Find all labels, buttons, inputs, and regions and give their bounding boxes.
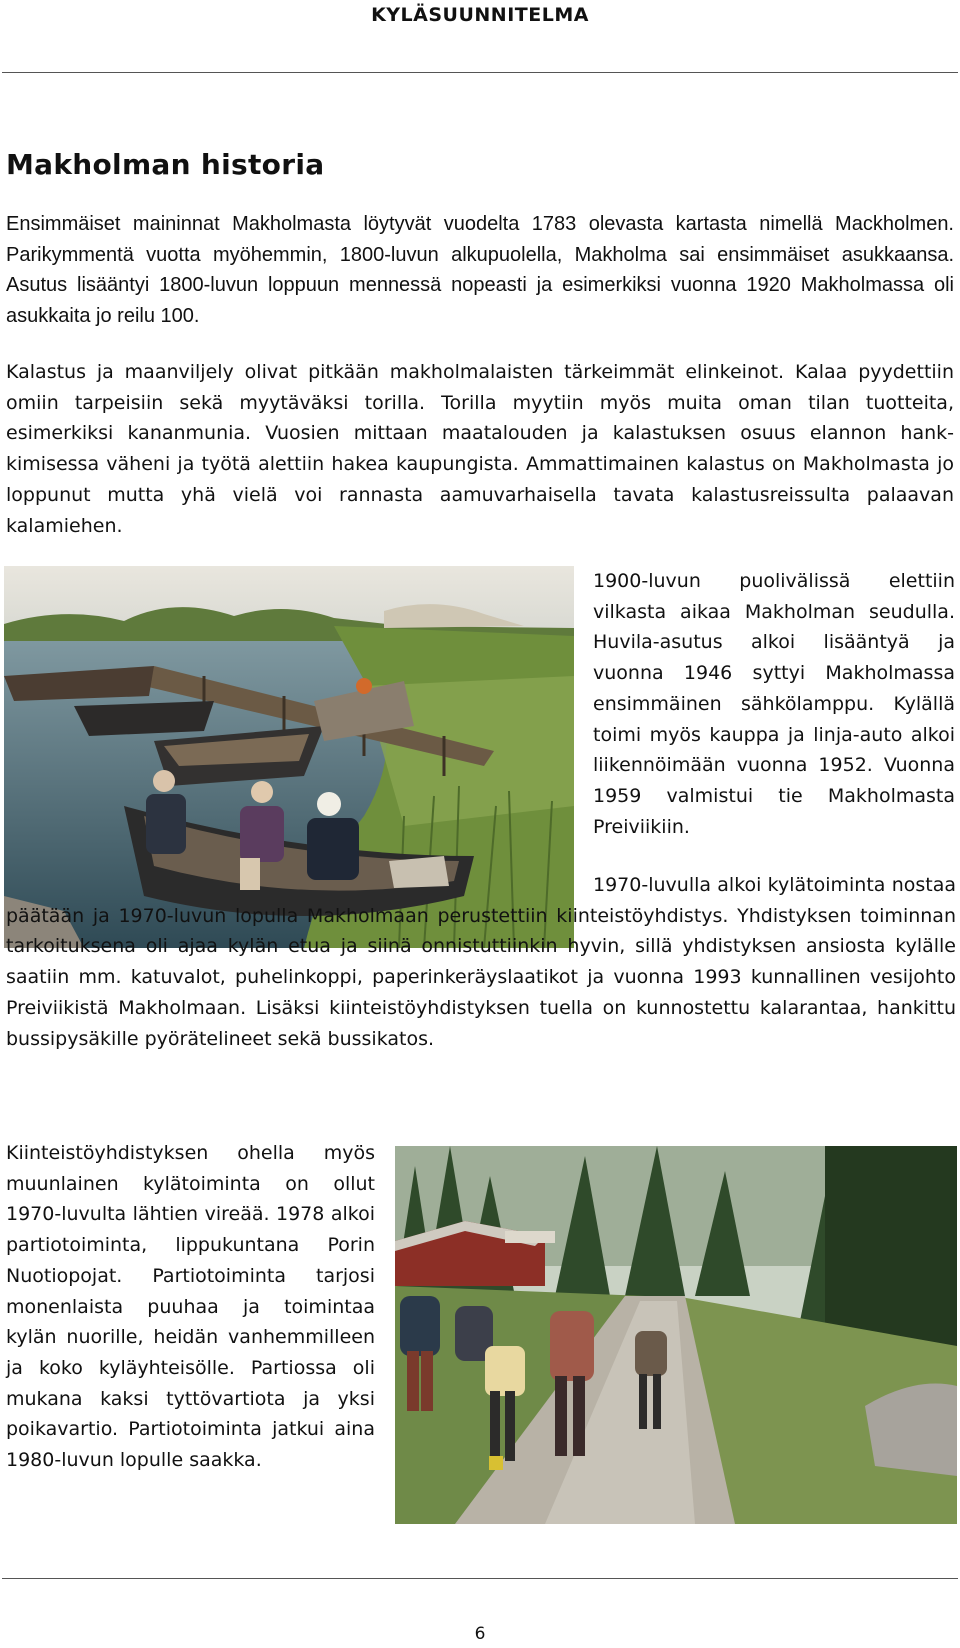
scouts-hiking-photo — [395, 1146, 957, 1524]
footer-divider — [2, 1578, 958, 1579]
paragraph-village-association-text: 1970-luvulla alkoi kylätoiminta nostaa päätään ja 1970-luvun lopulla Makholmaan perustettiin kiinteistöyhdistys. Yhdistyksen toiminnan tarkoituksena oli ajaa kylän etua ja siinä onnistuttiinkin hyvin, sillä yhdistyksen ansiosta kylälle saatiin mm. katuvalot, puhelinkoppi, paperinkeräyslaatikot ja vuonna 1993 kunnallinen vesijohto Preiviikistä Makholmaan. Lisäksi kiinteistöyhdistyksen tuella on kunnostettu kalarantaa, hankittu bussipysäkille pyörätelineet sekä bussikatos. — [6, 874, 956, 1050]
paragraph-early-history: Ensimmäiset maininnat Makholmasta löytyvät vuodelta 1783 olevasta kartasta nimellä Mackholmen. Parikymmentä vuotta myöhemmin, 1800-luvun alkupuolella, Makholma sai ensimmäiset asukkaansa. Asutus lisääntyi 1800-luvun loppuun mennessä nopeasti ja esimerkiksi vuonna 1920 Makholmassa oli asukkaita jo reilu 100. — [6, 213, 954, 327]
paragraph-scouting: Kiinteistöyhdistyksen ohella myös muunlainen kylätoiminta on ollut 1970-luvulta lähtien vireää. 1978 alkoi partiotoiminta, lippukuntana Porin Nuotiopojat. Partiotoiminta tarjosi monenlaista puuhaa ja toimintaa kylän nuorille, heidän vanhemmilleen ja koko kyläyhteisölle. Partiossa oli mukana kaksi tyttövartiota ja yksi poikavartio. Partiotoiminta jatkui aina 1980-luvun lopulle saakka. — [6, 1142, 375, 1472]
section-title: Makholman historia — [6, 148, 325, 181]
document-title: KYLÄSUUNNITELMA — [371, 4, 589, 26]
paragraph-mid-century: 1900-luvun puolivälissä elettiin vilkasta aikaa Makholman seudulla. Huvila-asutus alkoi lisääntyä ja vuonna 1946 syttyi Makholmassa ensimmäinen sähkölamppu. Kylällä toimi myös kauppa ja linja-auto alkoi liikennöimään vuonna 1952. Vuonna 1959 valmistui tie Makholmasta Preiviikiin. — [593, 570, 955, 838]
photo-float-spacer — [6, 890, 593, 891]
paragraph-village-association — [6, 870, 956, 1054]
header-divider — [2, 72, 958, 73]
page-number: 6 — [474, 1624, 486, 1644]
page-header — [0, 0, 960, 72]
paragraph-livelihoods: Kalastus ja maanviljely olivat pitkään makholmalaisten tärkeimmät elinkeinot. Kalaa pyydettiin omiin tarpeisiin sekä myytäväksi torilla. Torilla myytiin myös muita oman tilan tuotteita, esimerkiksi kananmunia. Vuosien mittaan maatalouden ja kalastuksen osuus elannon hankkimisessa väheni ja työtä alettiin hakea kaupungista. Ammattimainen kalastus on Makholmasta jo loppunut mutta yhä vielä voi rannasta aamuvarhaisella tavata kalastusreissulta palaavan kalamiehen. — [6, 361, 954, 537]
